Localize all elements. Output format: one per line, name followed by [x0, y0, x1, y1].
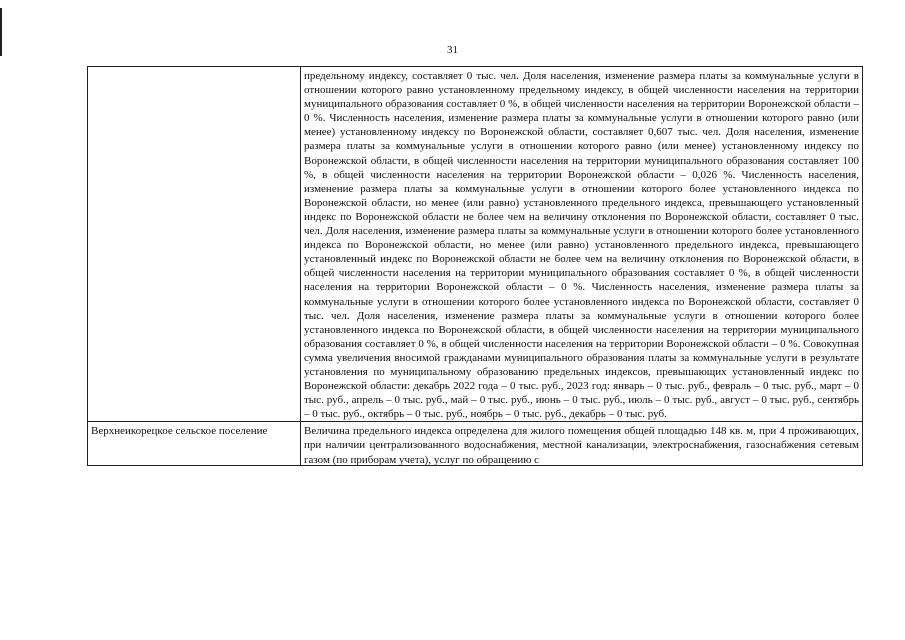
municipality-cell [88, 67, 301, 422]
description-cell: предельному индексу, составляет 0 тыс. чел. Доля населения, изменение размера платы за коммунальные услуги в отношении которого равно установленному предельному индексу, в общей численности населения на территории муниципального образования составляет 0 %, в общей численности населения на территории Воронежской области – 0 %. Численность населения, изменение размера платы за коммунальные услуги в отношении которого равно (или менее) установленному индексу по Воронежской области, составляет 0,607 тыс. чел. Доля населения, изменение размера платы за коммунальные услуги в отношении которого равно (или менее) установленному индексу по Воронежской области, в общей численности населения на территории муниципального образования составляет 100 %, в общей численности населения на территории Воронежской области – 0,026 %. Численность населения, изменение размера платы за коммунальные услуги в отношении которого более установленного индекса по Воронежской области, но менее (или равно) установленного предельного индекса, превышающего установленный индекс по Воронежской области не более чем на величину отклонения по Воронежской области, составляет 0 тыс. чел. Доля населения, изменение размера платы за коммунальные услуги в отношении которого более установленного индекса по Воронежской области, но менее (или равно) установленного предельного индекса, превышающего установленный индекс по Воронежской области не более чем на величину отклонения по Воронежской области, в общей численности населения на территории муниципального образования составляет 0 %, в общей численности населения на территории Воронежской области – 0 %. Численность населения, изменение размера платы за коммунальные услуги в отношении которого более установленного индекса по Воронежской области, составляет 0 тыс. чел. Доля населения, изменение размера платы за коммунальные услуги в отношении которого более установленного индекса по Воронежской области, в общей численности населения на территории муниципального образования составляет 0 %, в общей численности населения на территории Воронежской области – 0 %. Совокупная сумма увеличения вносимой гражданами муниципального образования платы за коммунальные услуги в результате установления по муниципальному образованию предельных индексов, превышающих установленный индекс по Воронежской области: декабрь 2022 года – 0 тыс. руб., 2023 год: январь – 0 тыс. руб., февраль – 0 тыс. руб., март – 0 тыс. руб., апрель – 0 тыс. руб., май – 0 тыс. руб., июнь – 0 тыс. руб., июль – 0 тыс. руб., август – 0 тыс. руб., сентябрь – 0 тыс. руб., октябрь – 0 тыс. руб., ноябрь – 0 тыс. руб., декабрь – 0 тыс. руб. [301, 67, 863, 422]
description-cell [301, 422, 863, 466]
page-number: 31 [447, 44, 458, 56]
table-row [88, 422, 863, 466]
table-row [88, 67, 863, 422]
municipality-cell [88, 422, 301, 466]
description-text: Величина предельного индекса определена для жилого помещения общей площадью 148 кв. м, при 4 проживающих, при наличии централизованного водоснабжения, местной канализации, электроснабжения, газоснабжения сетевым газом (по приборам учета), услуг по обращению с [304, 425, 859, 466]
document-table [87, 66, 863, 466]
municipality-name: Верхнеикорецкое сельское поселение [91, 425, 268, 438]
